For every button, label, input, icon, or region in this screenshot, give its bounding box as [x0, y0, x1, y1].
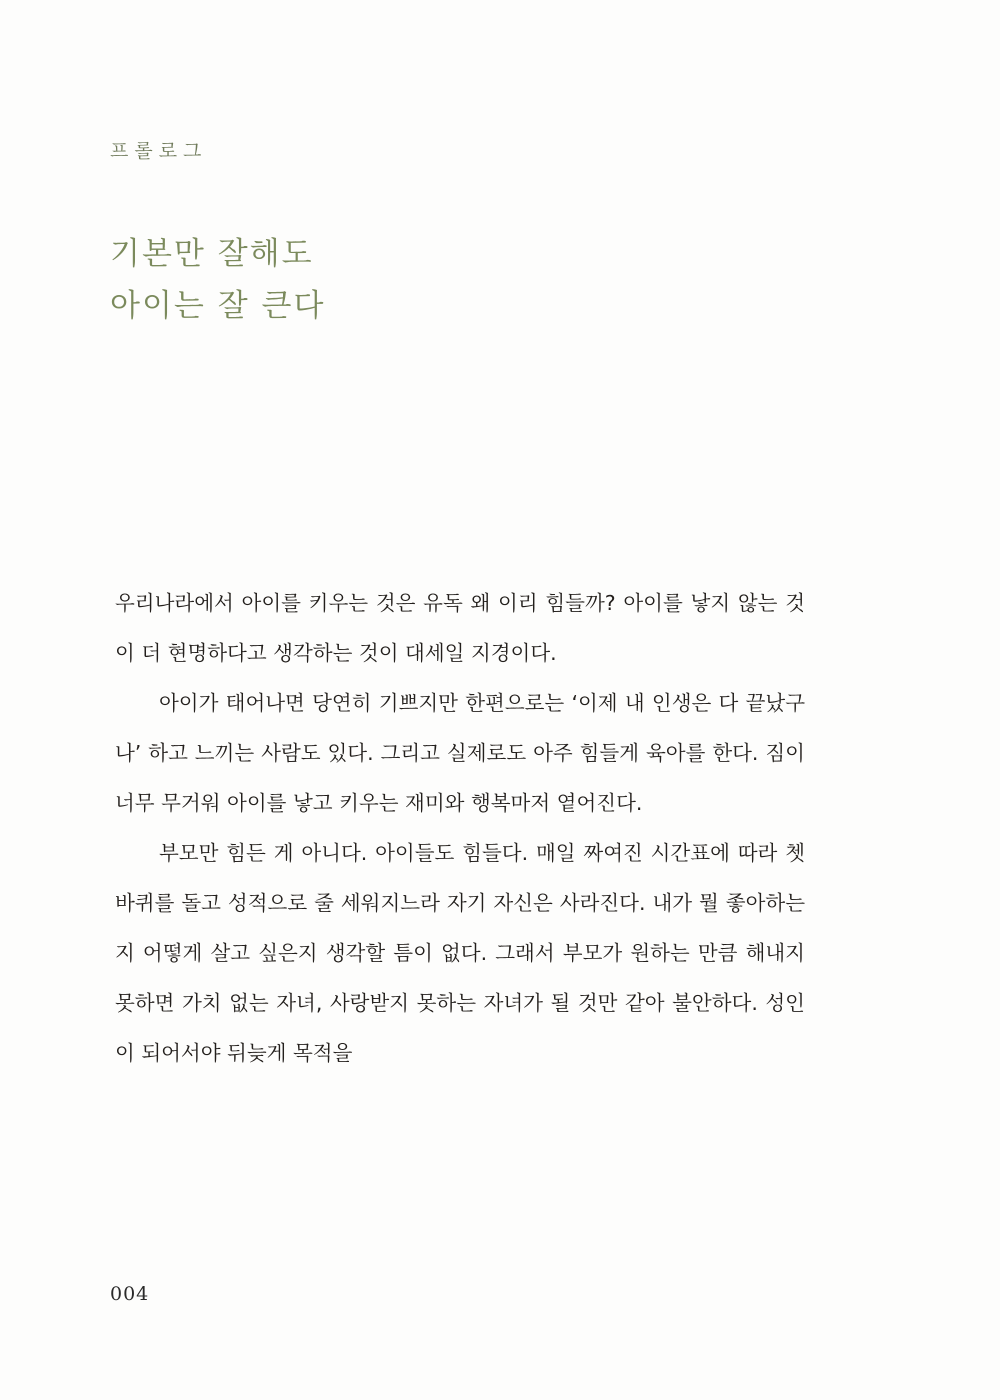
chapter-title-line-1: 기본만 잘해도 — [110, 236, 314, 272]
chapter-title — [110, 228, 730, 332]
paragraph: 우리나라에서 아이를 키우는 것은 유독 왜 이리 힘들까? 아이를 낳지 않는 것이 더 현명하다고 생각하는 것이 대세일 지경이다. — [115, 591, 805, 665]
page-number: 004 — [110, 1283, 150, 1305]
chapter-title-line-2: 아이는 잘 큰다 — [110, 288, 326, 324]
paragraph: 아이가 태어나면 당연히 기쁘지만 한편으로는 ‘이제 내 인생은 다 끝났구나’ 하고 느끼는 사람도 있다. 그리고 실제로도 아주 힘들게 육아를 한다. 짐이 너무 무거워 아이를 낳고 키우는 재미와 행복마저 옅어진다. — [115, 691, 805, 815]
body-text — [115, 578, 805, 1078]
paragraph: 부모만 힘든 게 아니다. 아이들도 힘들다. 매일 짜여진 시간표에 따라 쳇바퀴를 돌고 성적으로 줄 세워지느라 자기 자신은 사라진다. 내가 뭘 좋아하는지 어떻게 살고 싶은지 생각할 틈이 없다. 그래서 부모가 원하는 만큼 해내지 못하면 가치 없는 자녀, 사랑받지 못하는 자녀가 될 것만 같아 불안하다. 성인이 되어서야 뒤늦게 목적을 — [115, 841, 805, 1065]
section-kicker: 프롤로그 — [110, 140, 208, 162]
page-content — [110, 0, 810, 1400]
